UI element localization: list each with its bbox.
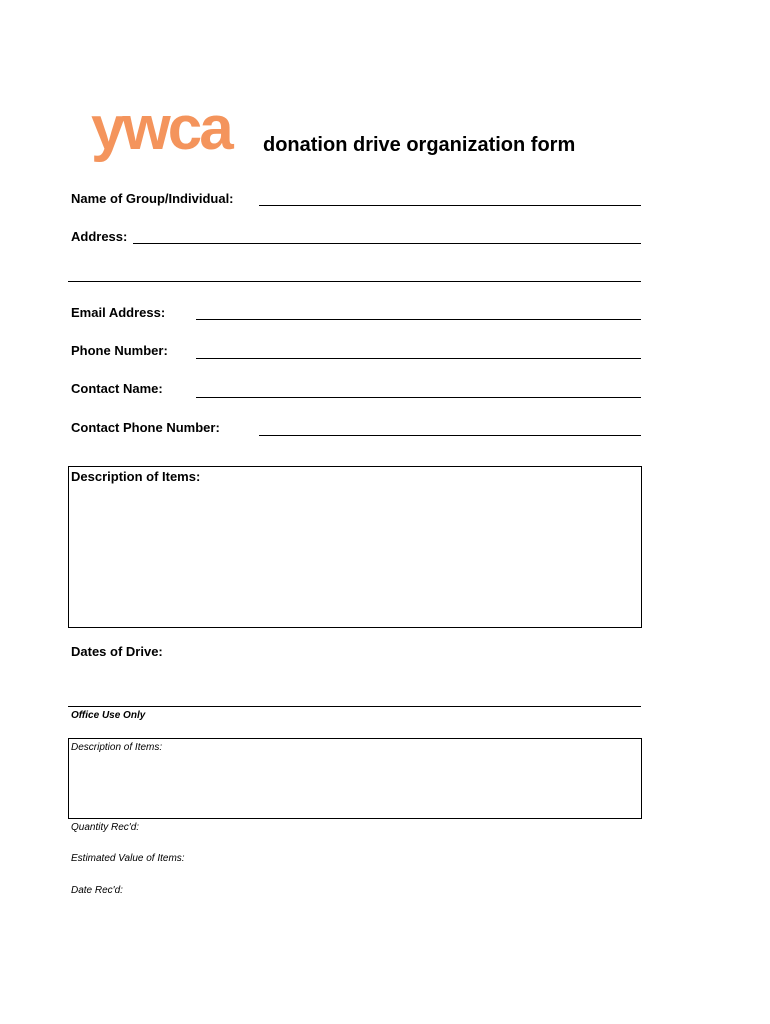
description-box[interactable]	[68, 466, 642, 628]
address-label: Address:	[71, 229, 128, 244]
address-field-line-2[interactable]	[68, 281, 641, 282]
contact-phone-label: Contact Phone Number:	[71, 420, 220, 435]
ywca-logo: ywca	[91, 94, 231, 163]
office-use-heading: Office Use Only	[71, 710, 146, 721]
email-field[interactable]	[196, 319, 641, 320]
estimated-value-label: Estimated Value of Items:	[71, 853, 185, 864]
quantity-label: Quantity Rec'd:	[71, 822, 140, 833]
contact-name-label: Contact Name:	[71, 381, 163, 396]
description-label: Description of Items:	[71, 469, 201, 484]
date-received-label: Date Rec'd:	[71, 885, 123, 896]
office-description-label: Description of Items:	[71, 742, 163, 753]
dates-field[interactable]	[68, 706, 641, 707]
group-name-label: Name of Group/Individual:	[71, 191, 234, 206]
address-field-line-1[interactable]	[133, 243, 641, 244]
contact-name-field[interactable]	[196, 397, 641, 398]
form-title: donation drive organization form	[263, 134, 576, 156]
contact-phone-field[interactable]	[259, 435, 641, 436]
group-name-field[interactable]	[259, 205, 641, 206]
email-label: Email Address:	[71, 305, 166, 320]
office-description-box[interactable]	[68, 738, 642, 819]
phone-field[interactable]	[196, 358, 641, 359]
phone-label: Phone Number:	[71, 343, 168, 358]
dates-label: Dates of Drive:	[71, 644, 163, 659]
